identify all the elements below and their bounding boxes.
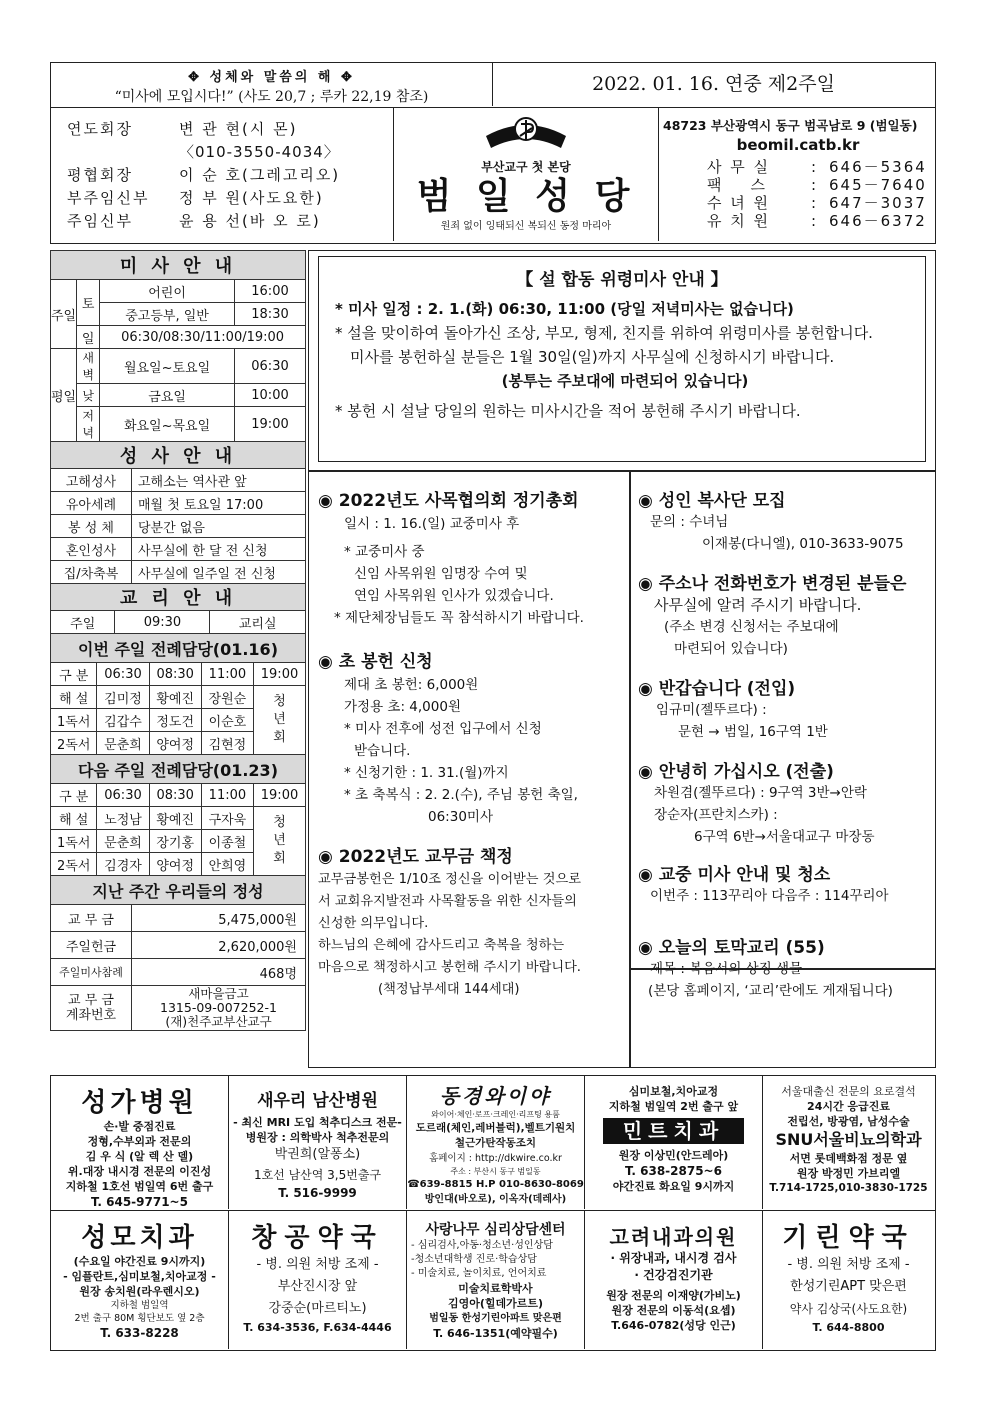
ad-name: 새우리 남산병원 xyxy=(257,1091,378,1111)
offering-kind: 주일헌금 xyxy=(51,932,132,959)
ad-line: - 병. 의원 처방 조제 - xyxy=(256,1257,379,1272)
phone-row: 수 녀 원 : 647－3037 xyxy=(707,194,927,212)
ad-line: 홈페이지 : http://dkwire.co.kr xyxy=(429,1153,562,1164)
ad-phone: T.714-1725,010-3830-1725 xyxy=(769,1182,928,1194)
catechism-day: 주일 xyxy=(51,611,115,634)
liturgy-role: 1독서 xyxy=(51,709,97,732)
sat-label: 토 xyxy=(77,280,100,326)
candle-line: 받습니다. xyxy=(354,743,411,759)
phone-number[interactable]: 646－6372 xyxy=(829,212,927,230)
liturgy-role: 해 설 xyxy=(51,807,97,830)
bulletin-date: 2022. 01. 16. 연중 제2주일 xyxy=(592,73,835,95)
main-mass-line: 이번주 : 113꾸리아 다음주 : 114꾸리아 xyxy=(650,888,889,904)
ad-line: ☎639-8815 H.P 010-8630-8069 xyxy=(407,1179,584,1190)
liturgy-name: 장기홍 xyxy=(149,830,201,853)
candle-title: ◉ 초 봉헌 신청 xyxy=(318,652,433,672)
ad-name: 민트치과 xyxy=(603,1118,744,1144)
council-line: 신임 사목위원 임명장 수여 및 xyxy=(354,566,528,582)
staff-name: 윤 용 선(바 오 로) xyxy=(179,212,321,230)
ad-line: 서면 롯데백화점 정문 옆 xyxy=(789,1152,908,1165)
tithe-line: 하느님의 은혜에 감사드리고 축복을 청하는 xyxy=(318,938,565,953)
liturgy-name: 김갑수 xyxy=(97,709,149,732)
ad-sarangnamu-counseling[interactable] xyxy=(407,1211,585,1349)
ad-line: 김영아(힐데가르트) xyxy=(447,1297,544,1310)
ad-line: - 병. 의원 처방 조제 - xyxy=(787,1257,910,1272)
liturgy-role: 2독서 xyxy=(51,853,97,876)
catechism-table xyxy=(50,583,306,634)
sun-label: 일 xyxy=(77,326,100,349)
ad-name: SNU서울비뇨의학과 xyxy=(775,1130,922,1149)
sidebar xyxy=(50,250,306,1031)
liturgy-name: 문춘희 xyxy=(97,830,149,853)
address-change-line: 사무실에 알려 주시기 바랍니다. xyxy=(654,596,862,614)
tithe-line: 서 교회유지발전과 사목활동을 위한 신자들의 xyxy=(318,894,577,909)
ad-sungga-hospital[interactable] xyxy=(51,1076,229,1209)
column-divider xyxy=(629,470,631,1068)
catechism-bit-line: 제목 : 복음서의 상징 생물 xyxy=(650,961,803,977)
candle-line: * 신청기한 : 1. 31.(월)까지 xyxy=(344,765,509,781)
liturgy-name: 장원순 xyxy=(201,686,253,709)
ad-line: 강중순(마르티노) xyxy=(268,1301,367,1316)
ad-line: 1호선 남산역 3,5번출구 xyxy=(253,1168,382,1182)
ad-line: 김 우 식 (알 렉 산 델) xyxy=(85,1150,194,1163)
ad-name: 고려내과의원 xyxy=(609,1225,738,1249)
liturgy-col: 구 분 xyxy=(51,663,97,686)
ad-line: 정형,수부외과 전문의 xyxy=(87,1135,192,1148)
catechism-time: 09:30 xyxy=(115,611,210,634)
weekday-days: 금요일 xyxy=(100,384,235,407)
phone-label: 수 녀 원 xyxy=(707,194,771,212)
server-line: 문의 : 수녀님 xyxy=(650,514,729,530)
staff-name: 정 부 원(사도요한) xyxy=(179,189,324,207)
parish-name: 범 일 성 당 xyxy=(416,175,636,217)
sacrament-info: 사무실에 한 달 전 신청 xyxy=(132,538,306,561)
ad-line: - 임플란트,심미보철,치아교정 - xyxy=(63,1270,216,1283)
candle-line: 06:30미사 xyxy=(428,809,493,825)
ad-phone: T. 516-9999 xyxy=(278,1186,357,1200)
ad-line: · 위장내과, 내시경 검사 xyxy=(610,1251,737,1265)
ad-line: 원장 전문의 이재양(가비노) xyxy=(606,1289,741,1302)
notice-line: 봉헌 시 설날 당일의 원하는 미사시간을 적어 봉헌해 주시기 바랍니다. xyxy=(347,402,801,420)
server-line: 이재봉(다니엘), 010-3633-9075 xyxy=(702,536,904,552)
ad-line: 서울대출신 전문의 요로결석 xyxy=(781,1085,916,1098)
staff-row xyxy=(67,187,367,210)
tithe-line: 마음으로 책정하시고 봉헌해 주시기 바랍니다. xyxy=(318,960,582,975)
liturgy-name: 노정남 xyxy=(97,807,149,830)
ad-line: - 미술치료, 놀이치료, 언어치료 xyxy=(411,1268,547,1279)
offering-table xyxy=(50,875,306,1031)
weekday-label: 평일 xyxy=(51,349,77,442)
account-label: 교 무 금 계좌번호 xyxy=(51,986,132,1031)
staff-role: 연도회장 xyxy=(67,120,133,138)
ad-line: 24시간 응급진료 xyxy=(807,1100,890,1113)
mass-row: 중고등부, 일반 xyxy=(100,303,235,326)
main-mass-title: ◉ 교중 미사 안내 및 청소 xyxy=(638,865,831,885)
offering-kind: 교 무 금 xyxy=(51,905,132,932)
weekend-label: 주일 xyxy=(51,280,77,349)
ad-phone: T. 644-8800 xyxy=(812,1321,885,1334)
phone-label: 팩 스 xyxy=(707,176,768,194)
offering-amount: 468명 xyxy=(132,959,306,986)
sacrament-info: 사무실에 일주일 전 신청 xyxy=(132,561,306,584)
welcome-title: ◉ 반갑습니다 (전입) xyxy=(638,679,796,699)
tithe-line: 신성한 의무입니다. xyxy=(318,916,429,931)
liturgy-this-title: 이번 주일 전례담당(01.16) xyxy=(51,634,306,663)
ad-name: 창공약국 xyxy=(251,1223,384,1253)
farewell-line: 차원겸(젤뚜르다) : 9구역 3반→안락 xyxy=(654,785,867,801)
weekday-kind: 저녁 xyxy=(77,407,100,442)
weekday-days: 월요일~토요일 xyxy=(100,349,235,384)
staff-role xyxy=(67,141,179,164)
phone-number[interactable]: 645－7640 xyxy=(829,176,927,194)
weekday-time: 06:30 xyxy=(235,349,306,384)
liturgy-youth: 청 년 회 xyxy=(254,686,306,755)
staff-role: 평협회장 xyxy=(67,166,133,184)
liturgy-col: 06:30 xyxy=(97,784,149,807)
catechism-title: 교 리 안 내 xyxy=(51,584,306,611)
liturgy-this-table xyxy=(50,633,306,755)
ad-dongkyung-wire[interactable] xyxy=(407,1076,585,1209)
staff-row xyxy=(67,118,367,141)
chi-rho-icon xyxy=(481,114,571,154)
ad-line: 원장 이상민(안드레아) xyxy=(618,1149,729,1162)
ad-name: 사랑나무 심리상담센터 xyxy=(425,1222,566,1238)
staff-list xyxy=(67,118,367,233)
council-title: ◉ 2022년도 사목협의회 정기총회 xyxy=(318,491,579,511)
staff-name: 변 관 현(시 몬) xyxy=(179,120,298,138)
left-column xyxy=(318,486,624,1001)
council-line: * 제단체장님들도 꼭 참석하시기 바랍니다. xyxy=(334,610,584,626)
ad-line: 손·발 중점진료 xyxy=(103,1120,176,1133)
catechism-bit-line: (본당 홈페이지, ‘교리’란에도 게재됩니다) xyxy=(648,983,893,999)
ad-line: 주소 : 부산시 동구 범일동 xyxy=(450,1167,541,1176)
memorial-mass-notice: 【 설 합동 위령미사 안내 】 * 미사 일정 : 2. 1.(화) 06:30, 11:00 (당일 저녁미사는 없습니다) * 설을 맞이하여 돌아가신 조상, 부모, 형제, 친지를 위하여 위령미사를 봉헌합니다. 미사를 봉헌하실 분들은 1월 30일(일)까지 사무실에 신청하시기 바랍니다. (봉투는 주보대에 마련되어 있습니다) * 봉헌 시 설날 당일의 원하는 미사시간을 적어 봉헌해 주시기 바랍니다. xyxy=(318,256,926,462)
ad-name: 성모치과 xyxy=(81,1223,198,1253)
ad-phone: T. 646-1351(예약필수) xyxy=(433,1327,558,1340)
liturgy-name: 황예진 xyxy=(149,807,201,830)
staff-name: 이 순 호(그레고리오) xyxy=(179,166,341,184)
phone-label: 사 무 실 xyxy=(707,158,771,176)
row-divider xyxy=(308,470,936,472)
liturgy-name: 정도건 xyxy=(149,709,201,732)
sacrament-kind: 혼인성사 xyxy=(51,538,132,561)
ad-line: 전립선, 방광염, 남성수술 xyxy=(787,1115,910,1128)
liturgy-youth: 청 년 회 xyxy=(254,807,306,876)
farewell-title: ◉ 안녕히 가십시오 (전출) xyxy=(638,762,834,782)
weekday-kind: 낮 xyxy=(77,384,100,407)
ad-line: 원장 전문의 이동석(요셉) xyxy=(611,1304,736,1317)
liturgy-col: 11:00 xyxy=(201,663,253,686)
ad-line: 방인대(바오로), 이옥자(데레사) xyxy=(424,1194,567,1205)
candle-line: * 미사 전후에 성전 입구에서 신청 xyxy=(344,721,542,737)
liturgy-col: 08:30 xyxy=(149,663,201,686)
liturgy-name: 이순호 xyxy=(201,709,253,732)
candle-line: * 초 축복식 : 2. 2.(수), 주님 봉헌 축일, xyxy=(344,787,578,803)
notice-line: (봉투는 주보대에 마련되어 있습니다) xyxy=(501,372,749,390)
header-subtitle: ✥ 성체와 말씀의 해 ✥ xyxy=(188,70,355,85)
parish-motto: 원죄 없이 잉태되신 복되신 동정 마리아 xyxy=(440,221,612,232)
ad-phone: T. 634-3536, F.634-4446 xyxy=(243,1321,392,1334)
notice-line: 미사를 봉헌하실 분들은 1월 30일(일)까지 사무실에 신청하시기 바랍니다. xyxy=(350,348,835,366)
staff-name: 〈010-3550-4034〉 xyxy=(179,143,340,161)
staff-role: 부주임신부 xyxy=(67,189,150,207)
ad-koryo-clinic[interactable] xyxy=(585,1211,763,1349)
right-column xyxy=(638,486,932,1002)
parish-logo xyxy=(393,108,659,241)
ad-name: 성가병원 xyxy=(81,1088,198,1118)
staff-row xyxy=(67,210,367,233)
weekday-time: 10:00 xyxy=(235,384,306,407)
offering-amount: 5,475,000원 xyxy=(132,905,306,932)
welcome-line: 문현 → 범일, 16구역 1반 xyxy=(678,724,828,740)
mass-time: 18:30 xyxy=(235,303,306,326)
catechism-place: 교리실 xyxy=(210,611,306,634)
ad-line: · 건강검진기관 xyxy=(634,1268,713,1282)
header-quote: “미사에 모입시다!” (사도 20,7 ; 루카 22,19 참조) xyxy=(114,89,429,105)
ad-line: 한성기린APT 맞은편 xyxy=(790,1279,907,1294)
ad-name: 동경와이야 xyxy=(439,1084,552,1108)
ad-line: 2번 출구 80M 횡단보도 옆 2층 xyxy=(74,1313,205,1324)
ad-line: 심미보철,치아교정 xyxy=(628,1085,719,1098)
liturgy-col: 08:30 xyxy=(149,784,201,807)
liturgy-name: 양여정 xyxy=(149,732,201,755)
contact-web[interactable]: beomil.catb.kr xyxy=(736,136,860,154)
sacrament-title: 성 사 안 내 xyxy=(51,442,306,469)
sacrament-table xyxy=(50,441,306,584)
phone-number[interactable]: 647－3037 xyxy=(829,194,927,212)
ad-line: 지하철 범일역 2번 출구 앞 xyxy=(608,1100,739,1113)
sacrament-info: 매월 첫 토요일 17:00 xyxy=(132,492,306,515)
liturgy-name: 김현정 xyxy=(201,732,253,755)
weekday-time: 19:00 xyxy=(235,407,306,442)
ad-changgong-pharmacy[interactable] xyxy=(229,1211,407,1349)
ad-line: 지하철 범일역 xyxy=(110,1300,169,1311)
candle-line: 제대 초 봉헌: 6,000원 xyxy=(344,677,479,693)
staff-role: 주임신부 xyxy=(67,212,133,230)
notice-title: 【 설 합동 위령미사 안내 】 xyxy=(516,270,728,290)
ads-row-2 xyxy=(50,1211,936,1351)
mass-title: 미 사 안 내 xyxy=(51,251,306,280)
ad-line: - 최신 MRI 도입 척추디스크 전문- xyxy=(233,1116,402,1129)
sun-mass-times: 06:30/08:30/11:00/19:00 xyxy=(100,326,306,349)
ad-kirin-pharmacy[interactable] xyxy=(763,1211,934,1349)
farewell-line: 장순자(프란치스카) : xyxy=(654,807,778,823)
catechism-bit-title: ◉ 오늘의 토막교리 (55) xyxy=(638,938,825,958)
liturgy-name: 김경자 xyxy=(97,853,149,876)
ad-name: 기린약국 xyxy=(782,1223,915,1253)
liturgy-name: 이종철 xyxy=(201,830,253,853)
liturgy-next-title: 다음 주일 전례담당(01.23) xyxy=(51,755,306,784)
ad-line: 박권희(알퐁소) xyxy=(274,1147,361,1162)
ad-line: 부산진시장 앞 xyxy=(277,1279,358,1294)
address-change-title: ◉ 주소나 전화번호가 변경된 분들은 xyxy=(638,574,907,594)
tithe-line: 교무금봉헌은 1/10조 정신을 이어받는 것으로 xyxy=(318,872,581,887)
weekday-days: 화요일~목요일 xyxy=(100,407,235,442)
sacrament-kind: 봉 성 체 xyxy=(51,515,132,538)
liturgy-col: 06:30 xyxy=(97,663,149,686)
ad-snu-urology[interactable] xyxy=(763,1076,934,1209)
phone-number[interactable]: 646－5364 xyxy=(829,158,927,176)
server-title: ◉ 성인 복사단 모집 xyxy=(638,491,786,511)
phone-row: 사 무 실 : 646－5364 xyxy=(707,158,927,176)
ad-line: 위.대장 내시경 전문의 이진성 xyxy=(67,1165,212,1178)
liturgy-name: 안희영 xyxy=(201,853,253,876)
sacrament-kind: 집/차축복 xyxy=(51,561,132,584)
sacrament-info: 고해소는 역사관 앞 xyxy=(132,469,306,492)
tithe-title: ◉ 2022년도 교무금 책정 xyxy=(318,847,513,867)
ad-phone: T. 633-8228 xyxy=(100,1326,179,1340)
liturgy-name: 김미정 xyxy=(97,686,149,709)
phone-label: 유 치 원 xyxy=(707,212,771,230)
header-bar xyxy=(50,62,936,108)
liturgy-name: 황예진 xyxy=(149,686,201,709)
masthead xyxy=(50,108,936,244)
address-change-line: 마련되어 있습니다) xyxy=(674,641,788,657)
council-line: 일시 : 1. 16.(일) 교중미사 후 xyxy=(344,516,520,532)
liturgy-name: 구자욱 xyxy=(201,807,253,830)
contact-address: 48723 부산광역시 동구 범곡남로 9 (범일동) xyxy=(663,118,918,133)
contact-block xyxy=(663,116,933,230)
header-theme xyxy=(51,63,493,106)
liturgy-name: 문춘희 xyxy=(97,732,149,755)
ad-line: (수요일 야간진료 9시까지) xyxy=(73,1255,206,1268)
account-number: 새마을금고 1315-09-007252-1 (재)천주교부산교구 xyxy=(132,986,306,1031)
ad-line: 원장 박정민 가브리엘 xyxy=(796,1167,901,1180)
mass-row: 어린이 xyxy=(100,280,235,303)
ad-line: 와이어·체인·로프·크레인·리프팅 용품 xyxy=(431,1110,560,1119)
liturgy-next-table xyxy=(50,754,306,876)
sacrament-kind: 유아세례 xyxy=(51,492,132,515)
council-line: * 교중미사 중 xyxy=(344,544,425,560)
staff-row xyxy=(67,141,367,164)
ad-line: 약사 김상국(사도요한) xyxy=(789,1302,908,1316)
parish-diocese: 부산교구 첫 본당 xyxy=(481,160,571,174)
liturgy-col: 19:00 xyxy=(254,663,306,686)
council-line: 연임 사목위원 인사가 있겠습니다. xyxy=(354,588,554,604)
sacrament-kind: 고해성사 xyxy=(51,469,132,492)
notice-line: 설을 맞이하여 돌아가신 조상, 부모, 형제, 친지를 위하여 위령미사를 봉헌합니다. xyxy=(347,324,873,342)
farewell-line: 6구역 6반→서울대교구 마장동 xyxy=(694,829,875,845)
tithe-line: (책정납부세대 144세대) xyxy=(378,982,520,997)
ad-line: 범일동 한성기린아파트 맞은편 xyxy=(429,1313,562,1324)
weekday-kind: 새벽 xyxy=(77,349,100,384)
ad-phone: T. 645-9771~5 xyxy=(91,1195,188,1209)
ad-phone: T. 638-2875~6 xyxy=(625,1164,722,1178)
phone-row: 유 치 원 : 646－6372 xyxy=(707,212,927,230)
ad-line: -청소년대학생 진로·학습상담 xyxy=(411,1254,537,1265)
ad-line: 병원장 : 의학박사 척추전문의 xyxy=(245,1131,390,1144)
liturgy-role: 해 설 xyxy=(51,686,97,709)
address-change-line: (주소 변경 신청서는 주보대에 xyxy=(664,619,839,635)
ad-line: 도르래(체인,레버블럭),벨트기원치 xyxy=(415,1122,576,1134)
ad-line: 야간진료 화요일 9시까지 xyxy=(612,1180,735,1193)
liturgy-name: 양여정 xyxy=(149,853,201,876)
staff-row xyxy=(67,164,367,187)
ad-sungmo-dental[interactable] xyxy=(51,1211,229,1349)
liturgy-col: 구 분 xyxy=(51,784,97,807)
ad-phone: T.646-0782(성당 인근) xyxy=(611,1319,736,1332)
candle-line: 가정용 초: 4,000원 xyxy=(344,699,461,715)
offering-kind: 주일미사참례 xyxy=(51,959,132,986)
ad-line: 원장 송치원(라우렌시오) xyxy=(79,1285,200,1298)
liturgy-role: 2독서 xyxy=(51,732,97,755)
ad-saeuri-hospital[interactable] xyxy=(229,1076,407,1209)
offering-title: 지난 주간 우리들의 정성 xyxy=(51,876,306,905)
sacrament-info: 당분간 없음 xyxy=(132,515,306,538)
notice-line: 미사 일정 : 2. 1.(화) 06:30, 11:00 (당일 저녁미사는 없습니다) xyxy=(348,300,794,318)
liturgy-col: 19:00 xyxy=(254,784,306,807)
phone-row: 팩 스 : 645－7640 xyxy=(707,176,927,194)
ad-line: 지하철 1호선 범일역 6번 출구 xyxy=(65,1180,214,1193)
ad-line: 미술치료학박사 xyxy=(458,1282,533,1295)
liturgy-col: 11:00 xyxy=(201,784,253,807)
mass-time: 16:00 xyxy=(235,280,306,303)
ad-line: - 심리검사,아동·청소년·성인상담 xyxy=(411,1240,553,1251)
ad-mint-dental[interactable] xyxy=(585,1076,763,1209)
ads-row-1 xyxy=(50,1075,936,1211)
mass-table xyxy=(50,250,306,442)
welcome-line: 임규미(젤뚜르다) : xyxy=(656,702,767,718)
ad-line: 철근가탄작동조치 xyxy=(454,1137,537,1149)
offering-amount: 2,620,000원 xyxy=(132,932,306,959)
liturgy-role: 1독서 xyxy=(51,830,97,853)
